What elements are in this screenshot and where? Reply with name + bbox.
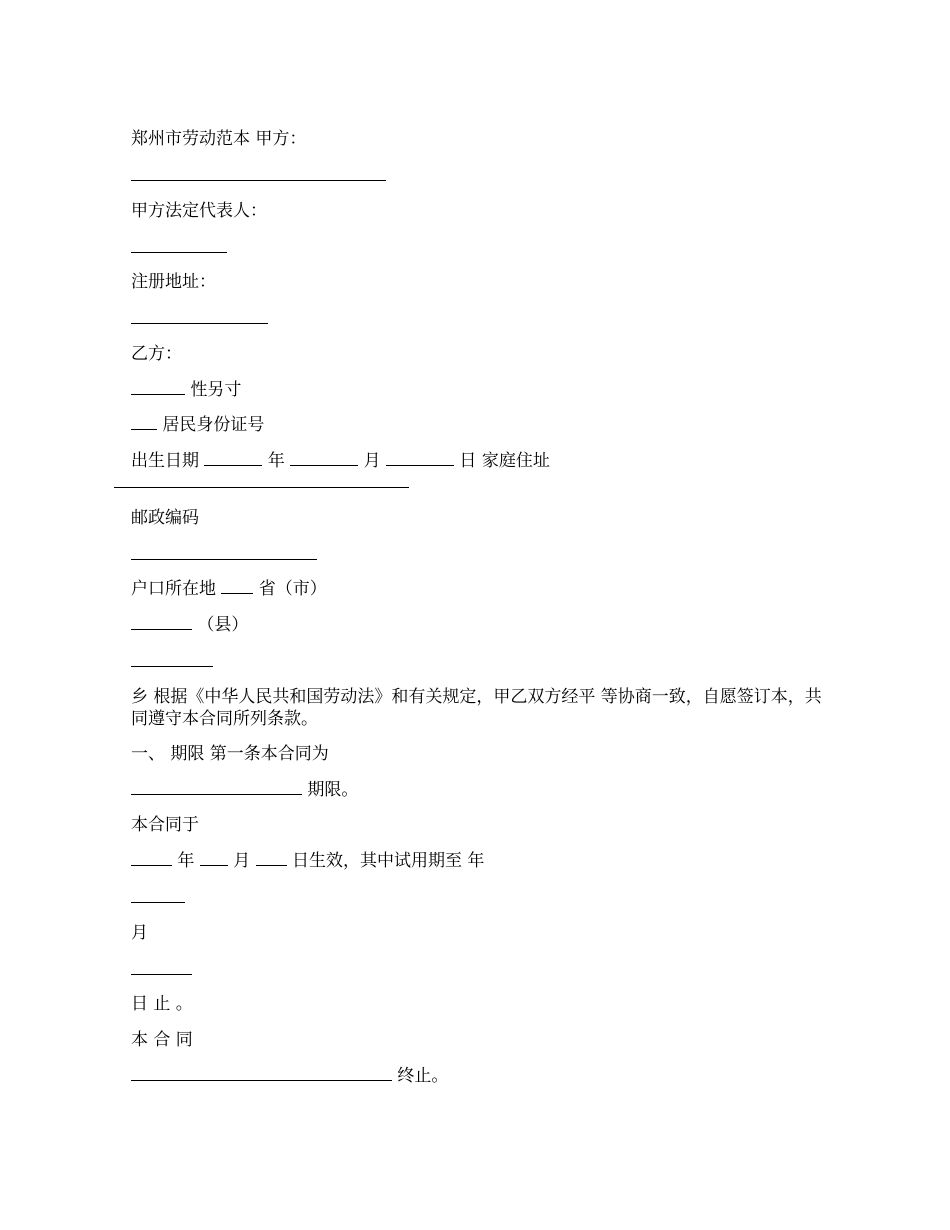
- party-a-blank: [131, 180, 386, 181]
- province-label: 省（市）: [253, 579, 327, 599]
- probation-year-blank: [131, 902, 185, 903]
- postal-code-label: 邮政编码: [131, 508, 199, 528]
- month-char: 月: [131, 923, 148, 943]
- effective-date-line: [131, 850, 484, 872]
- term-type-blank: [131, 779, 302, 795]
- home-address-label: 日 家庭住址: [454, 451, 550, 471]
- day-end-label: 日 止 。: [131, 994, 193, 1014]
- id-number-label: 居民身份证号: [157, 415, 265, 435]
- gender-label: 性另寸: [185, 380, 242, 400]
- party-b-label: 乙方：: [131, 344, 182, 364]
- county-label: （县）: [192, 615, 249, 635]
- contract-from-label: 本合同于: [131, 815, 199, 835]
- legal-representative-label: 甲方法定代表人：: [131, 201, 267, 221]
- preamble-text: 乡 根据《中华人民共和国劳动法》和有关规定，甲乙双方经平 等协商一致，自愿签订本，共同遵守本合同所列条款。: [131, 687, 822, 729]
- contract-end-heading: 本 合 同: [131, 1030, 193, 1050]
- termination-label: 终止。: [392, 1066, 449, 1086]
- year-label: 年: [262, 451, 291, 471]
- effective-day-blank: [256, 850, 287, 866]
- birth-year-blank: [204, 450, 262, 466]
- county-line: [131, 614, 248, 636]
- termination-line: [131, 1065, 448, 1087]
- term-label: 期限。: [302, 780, 359, 800]
- township-blank: [131, 666, 213, 667]
- gender-line: [131, 379, 241, 401]
- effective-month-blank: [200, 850, 228, 866]
- postal-code-blank: [131, 559, 317, 560]
- term-type-line: [131, 779, 358, 801]
- preamble-paragraph: [131, 686, 831, 730]
- registered-address-label: 注册地址：: [131, 272, 216, 292]
- birth-date-line: [131, 450, 550, 472]
- probation-label: 日生效，其中试用期至 年: [286, 851, 485, 871]
- registered-address-blank: [131, 323, 268, 324]
- term-clause-heading: 一、 期限 第一条本合同为: [131, 744, 329, 764]
- id-number-line: [131, 414, 264, 436]
- birth-month-blank: [290, 450, 358, 466]
- birth-day-blank: [386, 450, 454, 466]
- effective-year-blank: [131, 850, 172, 866]
- party-a-heading: 郑州市劳动范本 甲方：: [131, 129, 307, 149]
- probation-month-blank: [131, 974, 192, 975]
- birth-date-label: 出生日期: [131, 451, 199, 471]
- county-blank: [131, 614, 192, 630]
- hukou-label: 户口所在地: [131, 579, 216, 599]
- id-blank: [131, 414, 157, 430]
- province-blank: [221, 578, 253, 594]
- legal-representative-blank: [131, 252, 227, 253]
- effective-year-label: 年: [172, 851, 200, 871]
- hukou-line: [131, 578, 327, 600]
- termination-blank: [131, 1065, 392, 1081]
- gender-blank: [131, 379, 185, 395]
- effective-month-label: 月: [227, 851, 256, 871]
- month-label: 月: [358, 451, 387, 471]
- home-address-blank: [114, 487, 409, 488]
